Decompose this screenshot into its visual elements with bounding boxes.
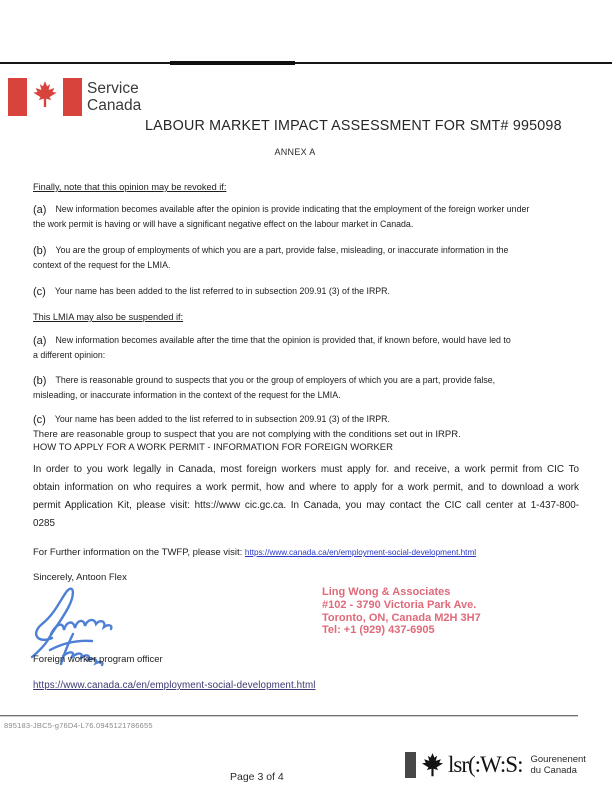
- item-marker: (b): [33, 375, 47, 387]
- government-wordmark: [405, 750, 586, 780]
- suspended-item-c-line1: [33, 412, 579, 427]
- canada-flag-logo: [8, 78, 82, 116]
- service-canada-line2: Canada: [87, 97, 142, 114]
- government-label-line1: Gourenenent: [530, 754, 586, 765]
- flag-red-bar-left: [8, 78, 27, 116]
- item-marker: (c): [33, 414, 46, 426]
- twfp-prefix: For Further information on the TWFP, please visit:: [33, 547, 245, 558]
- flag-red-bar-right: [63, 78, 82, 116]
- top-horizontal-rule-thick-segment: [170, 61, 295, 65]
- work-permit-line3: permit Application Kit, please visit: htts://www cic.gc.ca. In Canada, you may contact the CIC call center at 1-437-800-: [33, 500, 579, 511]
- suspended-item-a: [33, 333, 579, 362]
- item-marker: (a): [33, 204, 47, 216]
- service-canada-line1: Service: [87, 80, 139, 97]
- suspended-item-b-line1: [33, 373, 579, 388]
- sincerely-line: Sincerely, Antoon Flex: [33, 572, 127, 583]
- wordmark-block: [405, 752, 416, 778]
- suspended-item-c: [33, 412, 579, 427]
- revoked-item-a: [33, 202, 579, 231]
- wordmark-glyphs: lsr(:W:S:: [448, 752, 523, 777]
- suspended-item-b-line2: misleading, or inaccurate information in the context of the request for the LMIA.: [33, 390, 341, 400]
- document-id: 895183-JBC5-g76D4-L76.0945121786655: [4, 721, 153, 730]
- revoked-item-c-line1: [33, 284, 579, 299]
- revoked-item-c: [33, 284, 579, 299]
- work-permit-line4: 0285: [33, 518, 55, 529]
- item-marker: (b): [33, 245, 47, 257]
- revoked-item-a-line1: [33, 202, 579, 217]
- contact-street: #102 - 3790 Victoria Park Ave.: [322, 598, 477, 611]
- suspended-item-a-line1: [33, 333, 579, 348]
- contact-card: [322, 586, 481, 637]
- paragraph-text: New information becomes available after the time that the opinion is provided that, if known before, would have led to: [55, 335, 511, 345]
- compliance-note: There are reasonable group to suspect that you are not complying with the conditions set out in IRPR.: [33, 429, 461, 440]
- government-label: [530, 754, 585, 776]
- page-number: Page 3 of 4: [230, 771, 284, 783]
- paragraph-text: You are the group of employments of which you are a part, provide false, misleading, or inaccurate information in the: [55, 245, 509, 255]
- paragraph-text: There is reasonable ground to suspects that you or the group of employers of which you are a part, provide false,: [55, 375, 496, 385]
- revoked-item-a-line2: the work permit is having or will have a significant negative effect on the labour market in Canada.: [33, 219, 414, 229]
- twfp-link[interactable]: https://www.canada.ca/en/employment-social-development.html: [244, 548, 477, 557]
- flag-white-center: [27, 78, 63, 116]
- paragraph-text: Your name has been added to the list referred to in subsection 209.91 (3) of the IRPR.: [54, 286, 390, 296]
- officer-role-line: Foreign worker program officer: [33, 654, 163, 665]
- paragraph-text: Your name has been added to the list referred to in subsection 209.91 (3) of the IRPR.: [54, 414, 390, 424]
- footer-rule: [0, 715, 578, 717]
- contact-phone: Tel: +1 (929) 437-6905: [322, 624, 435, 637]
- contact-name: Ling Wong & Associates: [322, 586, 451, 598]
- suspended-item-b: [33, 373, 579, 402]
- paragraph-text: New information becomes available after the opinion is provide indicating that the employment of the foreign worker under: [55, 204, 530, 214]
- canada-link[interactable]: https://www.canada.ca/en/employment-social-development.html: [33, 680, 316, 691]
- item-marker: (c): [33, 286, 46, 298]
- top-horizontal-rule: [0, 62, 612, 64]
- contact-city: Toronto, ON, Canada M2H 3H7: [322, 611, 481, 624]
- revoked-item-b: [33, 243, 579, 272]
- suspended-heading: This LMIA may also be suspended if:: [33, 312, 184, 322]
- work-permit-line2: obtain information on who requires a work permit, how and where to apply for a work permit, and to download a work: [33, 482, 579, 493]
- annex-label: ANNEX A: [274, 147, 316, 157]
- suspended-item-a-line2: a different opinion:: [33, 350, 106, 360]
- maple-leaf-icon: [419, 752, 446, 779]
- document-title: LABOUR MARKET IMPACT ASSESSMENT FOR SMT# 995098: [145, 118, 562, 134]
- government-label-line2: du Canada: [530, 765, 577, 776]
- revoked-item-b-line2: context of the request for the LMIA.: [33, 260, 171, 270]
- maple-leaf-icon: [30, 80, 60, 115]
- work-permit-paragraph: [33, 461, 579, 533]
- work-permit-line1: In order to you work legally in Canada, most foreign workers must apply for. and receive, a work permit from CIC To: [33, 464, 579, 475]
- service-canada-wordmark: [87, 80, 141, 114]
- twfp-line: [33, 546, 579, 560]
- item-marker: (a): [33, 335, 47, 347]
- revoked-heading: Finally, note that this opinion may be revoked if:: [33, 182, 227, 192]
- revoked-item-b-line1: [33, 243, 579, 258]
- how-to-apply-heading: HOW TO APPLY FOR A WORK PERMIT - INFORMATION FOR FOREIGN WORKER: [33, 442, 393, 453]
